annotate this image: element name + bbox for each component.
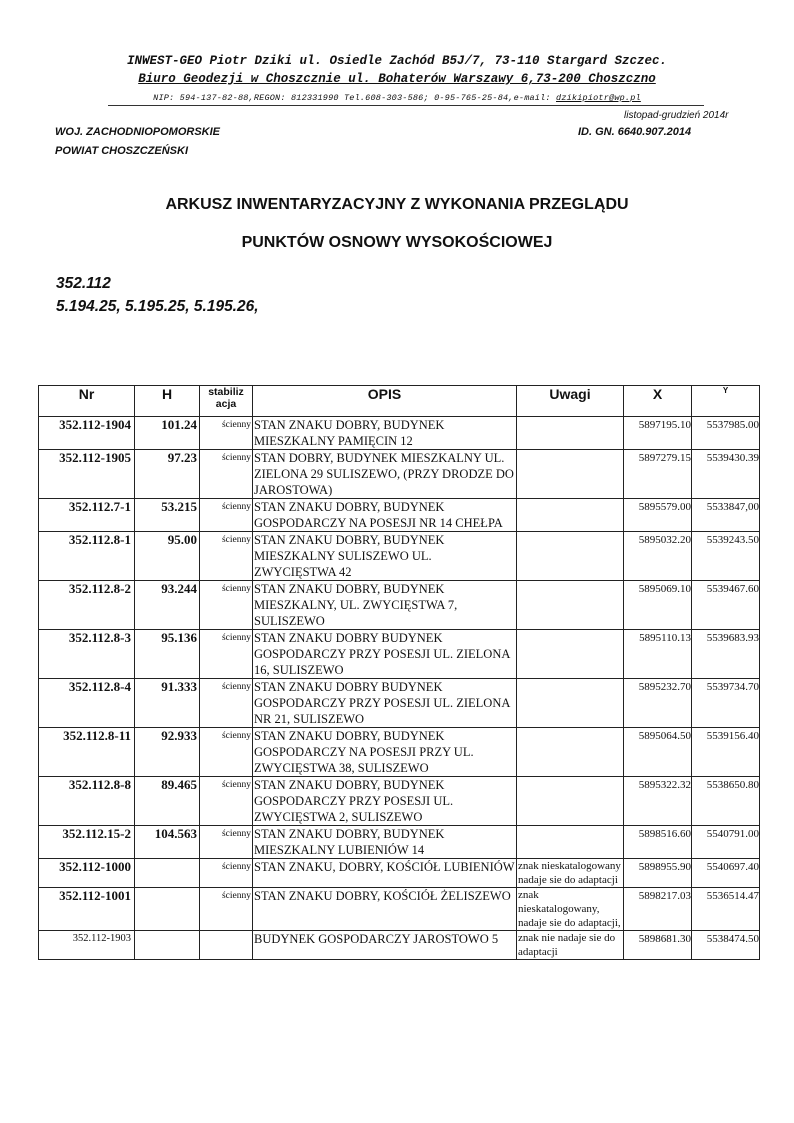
county-label: POWIAT CHOSZCZEŃSKI: [55, 145, 189, 157]
cell-height: [135, 859, 200, 888]
cell-nr: 352.112-1000: [39, 859, 135, 888]
inventory-table: [38, 385, 760, 960]
cell-y: 5538650.80: [692, 777, 760, 826]
cell-description: STAN ZNAKU DOBRY, KOŚCIÓŁ ŻELISZEWO: [253, 888, 517, 931]
cell-stabilization: ścienny: [200, 679, 253, 728]
cell-description: STAN ZNAKU DOBRY BUDYNEK GOSPODARCZY PRZY POSESJI UL. ZIELONA 16, SULISZEWO: [253, 630, 517, 679]
cell-nr: 352.112.8-11: [39, 728, 135, 777]
cell-nr: 352.112.8-2: [39, 581, 135, 630]
table-header-row: [39, 386, 760, 417]
column-header-x: X: [624, 386, 692, 417]
cell-x: 5898516.60: [624, 826, 692, 859]
cell-remarks: [517, 450, 624, 499]
cell-height: 53.215: [135, 499, 200, 532]
cell-remarks: [517, 499, 624, 532]
cell-height: [135, 888, 200, 931]
cell-y: 5540791.00: [692, 826, 760, 859]
cell-y: 5539243.50: [692, 532, 760, 581]
cell-y: 5533847,00: [692, 499, 760, 532]
cell-nr: 352.112-1001: [39, 888, 135, 931]
column-header-y: Y: [692, 386, 760, 417]
cell-stabilization: [200, 931, 253, 960]
office-header-line: Biuro Geodezji w Choszcznie ul. Bohaterów Warszawy 6,73-200 Choszczno: [138, 72, 656, 86]
table-row: [39, 728, 760, 777]
cell-nr: 352.112-1903: [39, 931, 135, 960]
document-title-line-2: PUNKTÓW OSNOWY WYSOKOŚCIOWEJ: [241, 234, 553, 251]
cell-height: 97.23: [135, 450, 200, 499]
table-row: [39, 630, 760, 679]
cell-remarks: [517, 630, 624, 679]
map-sheet-codes: 5.194.25, 5.195.25, 5.195.26,: [56, 298, 259, 315]
table-row: [39, 888, 760, 931]
cell-remarks: [517, 777, 624, 826]
contact-email: dzikipiotr@wp.pl: [556, 93, 641, 103]
cell-description: STAN ZNAKU DOBRY, BUDYNEK GOSPODARCZY NA POSESJI PRZY UL. ZWYCIĘSTWA 38, SULISZEWO: [253, 728, 517, 777]
table-row: [39, 499, 760, 532]
header-divider: [108, 105, 704, 106]
cell-nr: 352.112.8-4: [39, 679, 135, 728]
cell-x: 5898955.90: [624, 859, 692, 888]
cell-x: 5895110.13: [624, 630, 692, 679]
cell-stabilization: ścienny: [200, 450, 253, 499]
cell-x: 5895579.00: [624, 499, 692, 532]
table-row: [39, 450, 760, 499]
cell-x: 5895322.32: [624, 777, 692, 826]
cell-y: 5539683.93: [692, 630, 760, 679]
cell-y: 5540697.40: [692, 859, 760, 888]
company-header-line: INWEST-GEO Piotr Dziki ul. Osiedle Zachód B5J/7, 73-110 Stargard Szczec.: [126, 54, 668, 68]
column-header-h: H: [135, 386, 200, 417]
cell-remarks: [517, 417, 624, 450]
table-row: [39, 581, 760, 630]
cell-height: 92.933: [135, 728, 200, 777]
cell-height: [135, 931, 200, 960]
cell-stabilization: ścienny: [200, 417, 253, 450]
document-title-line-1: ARKUSZ INWENTARYZACYJNY Z WYKONANIA PRZEGLĄDU: [165, 196, 629, 213]
column-header-opis: OPIS: [253, 386, 517, 417]
table-row: [39, 826, 760, 859]
cell-description: STAN ZNAKU DOBRY, BUDYNEK MIESZKALNY, UL. ZWYCIĘSTWA 7, SULISZEWO: [253, 581, 517, 630]
cell-description: STAN ZNAKU DOBRY BUDYNEK GOSPODARCZY PRZY POSESJI UL. ZIELONA NR 21, SULISZEWO: [253, 679, 517, 728]
table-row: [39, 777, 760, 826]
column-header-uwagi: Uwagi: [517, 386, 624, 417]
cell-description: STAN ZNAKU DOBRY, BUDYNEK GOSPODARCZY NA POSESJI NR 14 CHEŁPA: [253, 499, 517, 532]
table-row: [39, 859, 760, 888]
cell-description: STAN DOBRY, BUDYNEK MIESZKALNY UL. ZIELONA 29 SULISZEWO, (PRZY DRODZE DO JAROSTOWA): [253, 450, 517, 499]
cell-height: 104.563: [135, 826, 200, 859]
cell-remarks: [517, 532, 624, 581]
cell-y: 5539430.39: [692, 450, 760, 499]
column-header-stabilizacja: stabiliz acja: [200, 386, 253, 417]
cell-description: BUDYNEK GOSPODARCZY JAROSTOWO 5: [253, 931, 517, 960]
cell-y: 5539156.40: [692, 728, 760, 777]
cell-stabilization: ścienny: [200, 888, 253, 931]
cell-stabilization: ścienny: [200, 859, 253, 888]
cell-height: 91.333: [135, 679, 200, 728]
cell-x: 5895232.70: [624, 679, 692, 728]
cell-stabilization: ścienny: [200, 532, 253, 581]
cell-x: 5897279.15: [624, 450, 692, 499]
cell-x: 5895069.10: [624, 581, 692, 630]
cell-y: 5537985.00: [692, 417, 760, 450]
cell-description: STAN ZNAKU DOBRY, BUDYNEK MIESZKALNY LUBIENIÓW 14: [253, 826, 517, 859]
table-row: [39, 417, 760, 450]
cell-stabilization: ścienny: [200, 728, 253, 777]
cell-description: STAN ZNAKU DOBRY, BUDYNEK MIESZKALNY SULISZEWO UL. ZWYCIĘSTWA 42: [253, 532, 517, 581]
cell-stabilization: ścienny: [200, 630, 253, 679]
column-header-nr: Nr: [39, 386, 135, 417]
cell-nr: 352.112.8-8: [39, 777, 135, 826]
table-row: [39, 532, 760, 581]
cell-y: 5538474.50: [692, 931, 760, 960]
cell-y: 5539467.60: [692, 581, 760, 630]
cell-x: 5895064.50: [624, 728, 692, 777]
cell-remarks: [517, 826, 624, 859]
cell-nr: 352.112.8-3: [39, 630, 135, 679]
cell-remarks: [517, 581, 624, 630]
cell-remarks: [517, 679, 624, 728]
cell-nr: 352.112-1904: [39, 417, 135, 450]
voivodeship-label: WOJ. ZACHODNIOPOMORSKIE: [55, 126, 221, 138]
cell-description: STAN ZNAKU DOBRY, BUDYNEK GOSPODARCZY PRZY POSESJI UL. ZWYCIĘSTWA 2, SULISZEWO: [253, 777, 517, 826]
cell-x: 5898681.30: [624, 931, 692, 960]
cell-remarks: [517, 728, 624, 777]
cell-y: 5539734.70: [692, 679, 760, 728]
cell-height: 101.24: [135, 417, 200, 450]
date-label: listopad-grudzień 2014r: [624, 110, 729, 121]
cell-nr: 352.112.7-1: [39, 499, 135, 532]
cell-stabilization: ścienny: [200, 581, 253, 630]
cell-height: 93.244: [135, 581, 200, 630]
cell-remarks: znak nie nadaje sie do adaptacji: [517, 931, 624, 960]
contact-details: NIP: 594-137-82-88,REGON: 812331990 Tel.608-303-586; 0-95-765-25-84,e-mail:: [153, 93, 557, 103]
cell-description: STAN ZNAKU, DOBRY, KOŚCIÓŁ LUBIENIÓW: [253, 859, 517, 888]
table-row: [39, 931, 760, 960]
cell-stabilization: ścienny: [200, 499, 253, 532]
sheet-code: 352.112: [56, 275, 111, 292]
cell-x: 5898217.03: [624, 888, 692, 931]
id-gn-label: ID. GN. 6640.907.2014: [578, 126, 692, 138]
table-row: [39, 679, 760, 728]
cell-height: 95.00: [135, 532, 200, 581]
cell-x: 5895032.20: [624, 532, 692, 581]
cell-nr: 352.112.15-2: [39, 826, 135, 859]
cell-stabilization: ścienny: [200, 826, 253, 859]
cell-x: 5897195.10: [624, 417, 692, 450]
cell-nr: 352.112.8-1: [39, 532, 135, 581]
cell-nr: 352.112-1905: [39, 450, 135, 499]
cell-y: 5536514.47: [692, 888, 760, 931]
contact-header-line: [0, 93, 794, 103]
cell-stabilization: ścienny: [200, 777, 253, 826]
cell-remarks: znak nieskatalogowany nadaje sie do adaptacji: [517, 859, 624, 888]
cell-height: 89.465: [135, 777, 200, 826]
cell-description: STAN ZNAKU DOBRY, BUDYNEK MIESZKALNY PAMIĘCIN 12: [253, 417, 517, 450]
cell-height: 95.136: [135, 630, 200, 679]
cell-remarks: znak nieskatalogowany, nadaje sie do adaptacji,: [517, 888, 624, 931]
